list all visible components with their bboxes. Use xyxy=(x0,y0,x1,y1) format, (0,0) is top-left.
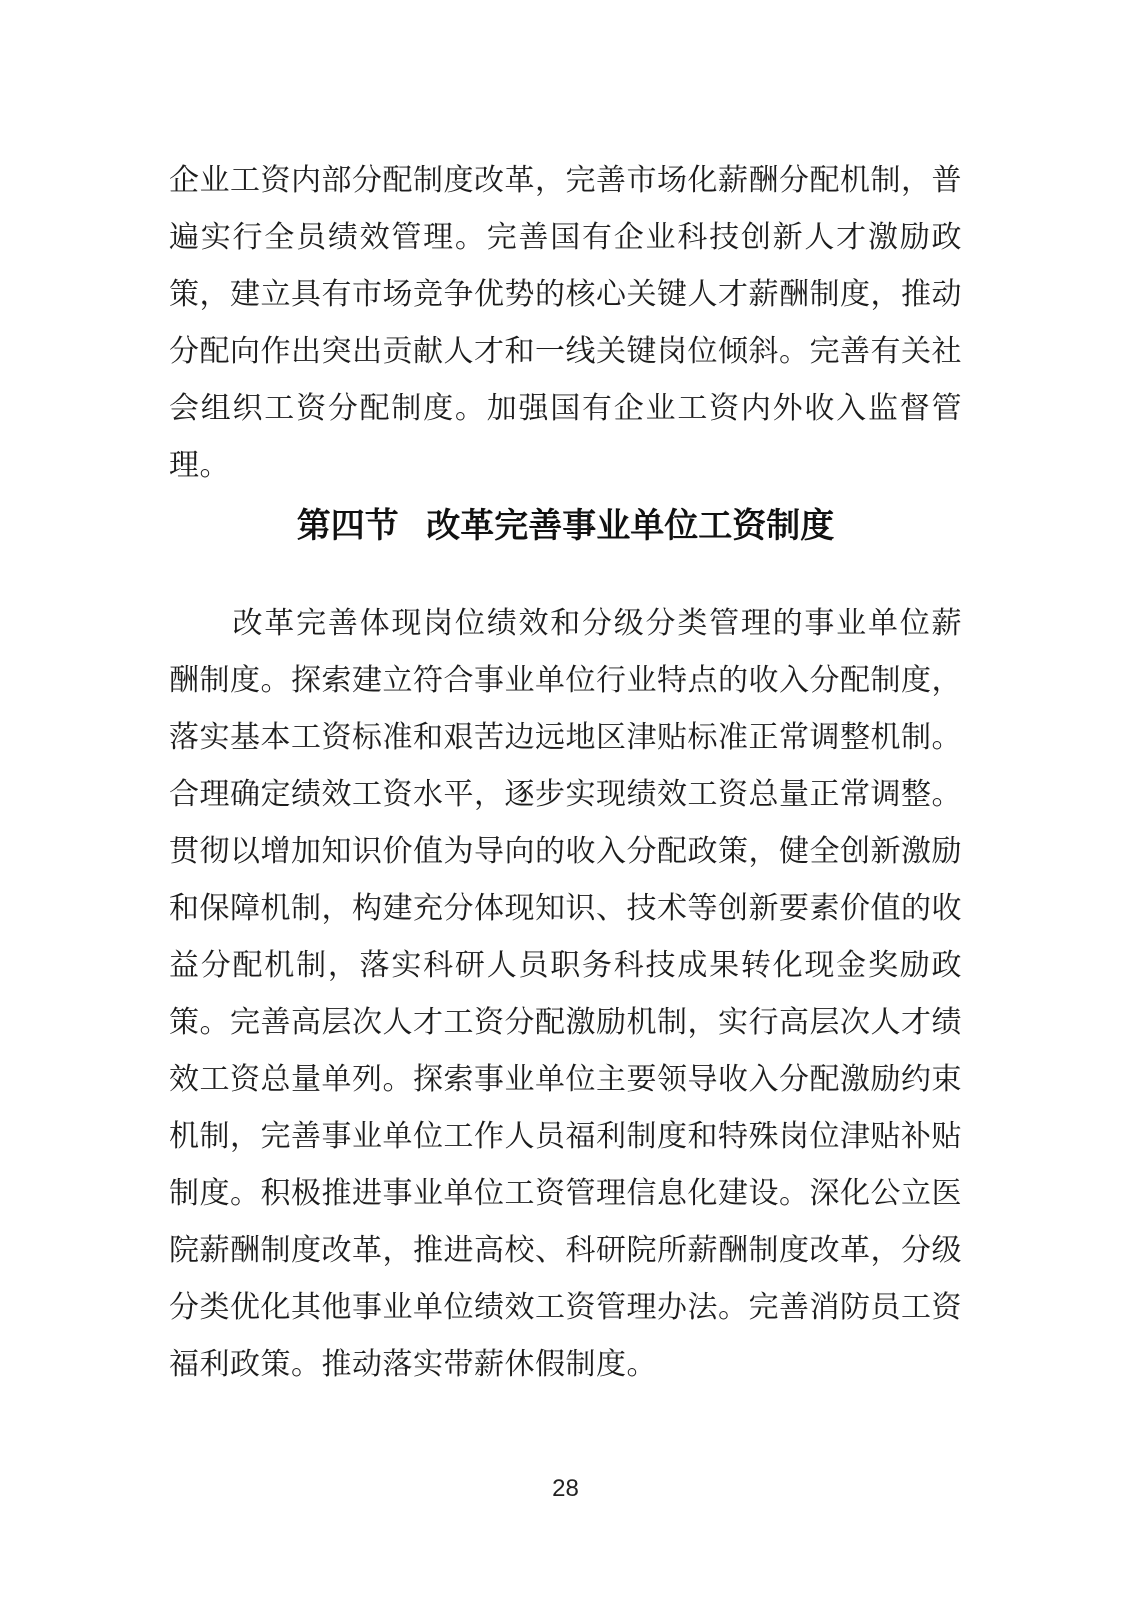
text-line: 和保障机制，构建充分体现知识、技术等创新要素价值的收 xyxy=(169,892,962,925)
text-line: 理。 xyxy=(169,449,230,482)
text-line: 制度。积极推进事业单位工资管理信息化建设。深化公立医 xyxy=(169,1177,962,1210)
text-line: 遍实行全员绩效管理。完善国有企业科技创新人才激励政 xyxy=(169,221,962,254)
text-line: 酬制度。探索建立符合事业单位行业特点的收入分配制度， xyxy=(169,664,962,697)
page-number: 28 xyxy=(552,1475,579,1502)
text-line: 落实基本工资标准和艰苦边远地区津贴标准正常调整机制。 xyxy=(169,721,962,754)
section-heading-label: 第四节 xyxy=(296,507,399,545)
text-line: 贯彻以增加知识价值为导向的收入分配政策，健全创新激励 xyxy=(169,835,962,868)
paragraph-body xyxy=(169,595,962,1393)
text-line: 院薪酬制度改革，推进高校、科研院所薪酬制度改革，分级 xyxy=(169,1234,962,1267)
text-line: 分配向作出突出贡献人才和一线关键岗位倾斜。完善有关社 xyxy=(169,335,962,368)
text-line: 企业工资内部分配制度改革，完善市场化薪酬分配机制，普 xyxy=(169,164,962,197)
section-heading-title: 改革完善事业单位工资制度 xyxy=(426,507,835,545)
text-line: 策。完善高层次人才工资分配激励机制，实行高层次人才绩 xyxy=(169,1006,962,1039)
text-line: 策，建立具有市场竞争优势的核心关键人才薪酬制度，推动 xyxy=(169,278,962,311)
text-line: 益分配机制，落实科研人员职务科技成果转化现金奖励政 xyxy=(169,949,962,982)
text-line: 机制，完善事业单位工作人员福利制度和特殊岗位津贴补贴 xyxy=(169,1120,962,1153)
text-line: 分类优化其他事业单位绩效工资管理办法。完善消防员工资 xyxy=(169,1291,962,1324)
paragraph-continued xyxy=(169,152,962,494)
text-line: 合理确定绩效工资水平，逐步实现绩效工资总量正常调整。 xyxy=(169,778,962,811)
text-line: 会组织工资分配制度。加强国有企业工资内外收入监督管 xyxy=(169,392,962,425)
text-line: 福利政策。推动落实带薪休假制度。 xyxy=(169,1348,657,1381)
text-line: 改革完善体现岗位绩效和分级分类管理的事业单位薪 xyxy=(169,607,962,640)
text-line: 效工资总量单列。探索事业单位主要领导收入分配激励约束 xyxy=(169,1063,962,1096)
section-heading xyxy=(169,498,962,555)
